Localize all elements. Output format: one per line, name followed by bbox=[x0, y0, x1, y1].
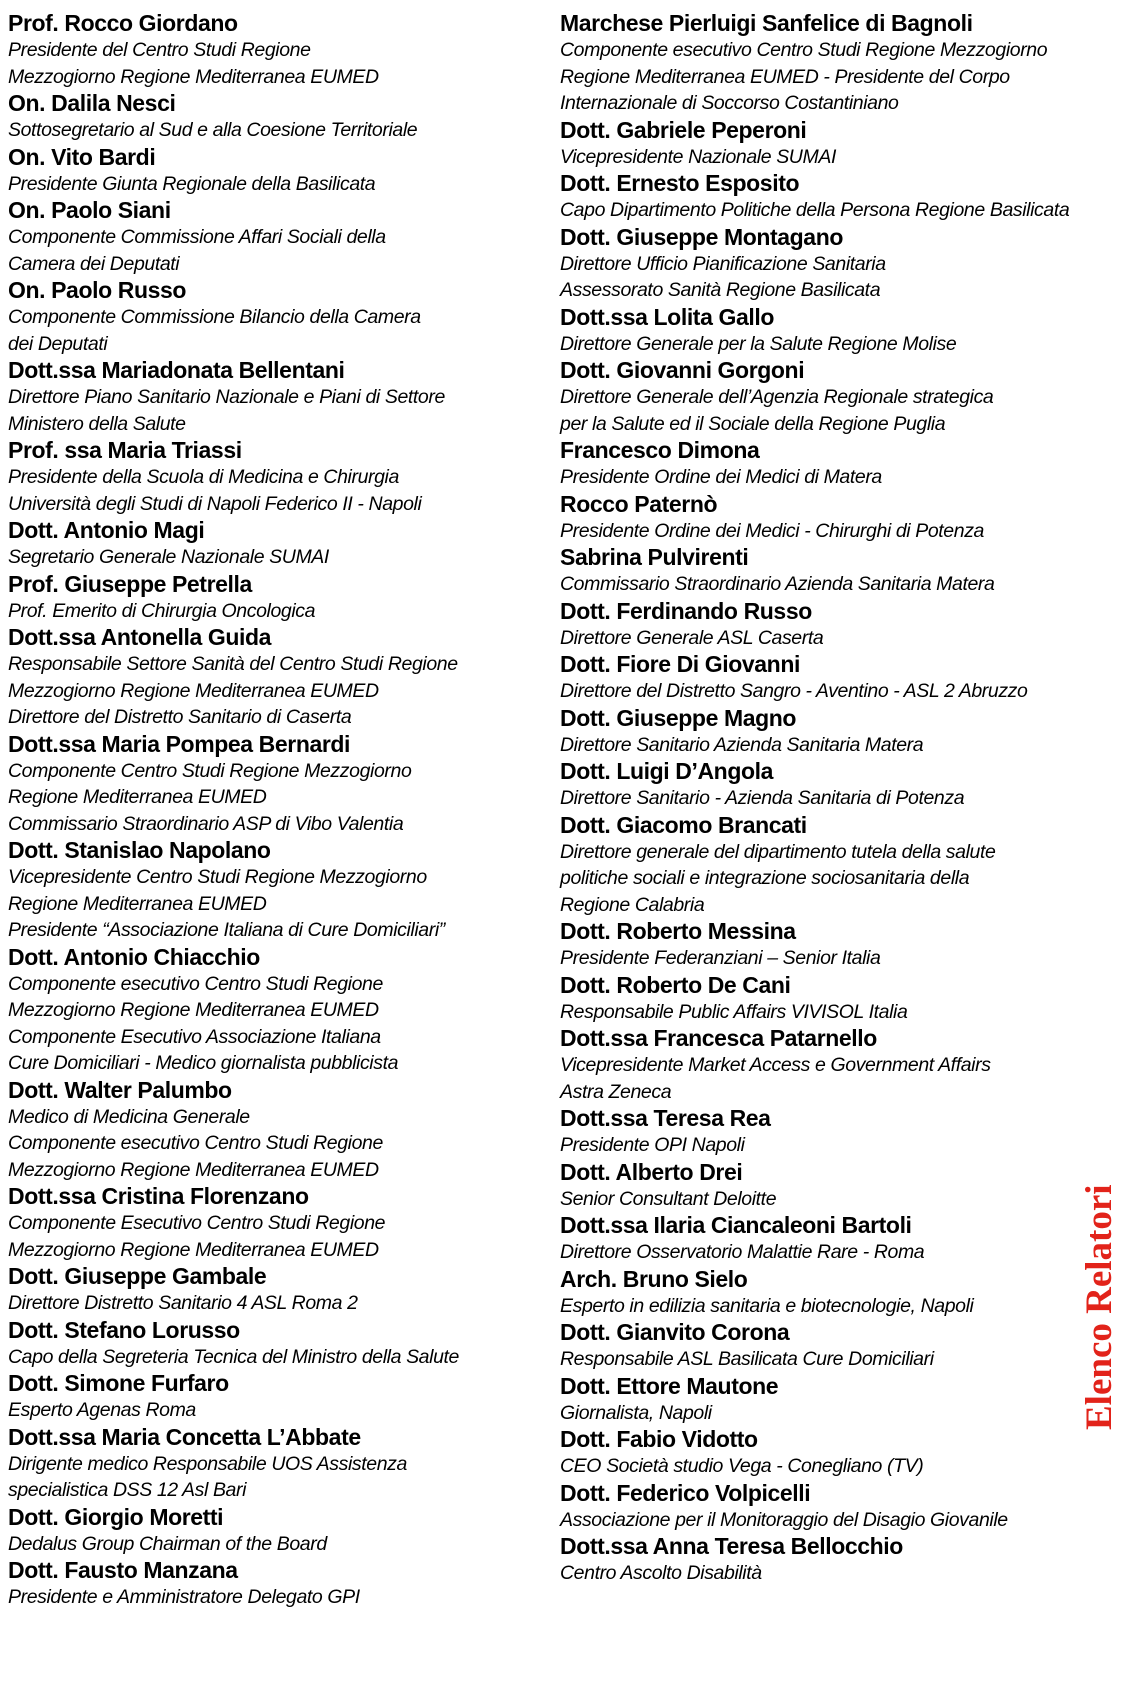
speaker-entry bbox=[8, 1317, 548, 1371]
speaker-name: Dott. Fausto Manzana bbox=[8, 1557, 238, 1583]
speaker-name: Dott. Antonio Magi bbox=[8, 517, 205, 543]
speaker-role-line: Ministero della Salute bbox=[8, 412, 186, 435]
speaker-name: Dott. Stanislao Napolano bbox=[8, 837, 271, 863]
speaker-role-line: Componente Centro Studi Regione Mezzogiorno bbox=[8, 759, 412, 782]
speaker-role bbox=[8, 651, 548, 731]
speaker-role-line: Direttore Osservatorio Malattie Rare - Roma bbox=[560, 1241, 925, 1263]
speaker-role-line: Componente Commissione Affari Sociali della bbox=[8, 226, 386, 248]
speakers-column-right bbox=[560, 10, 1080, 1587]
speaker-entry bbox=[560, 812, 1080, 919]
speaker-name: Dott.ssa Anna Teresa Bellocchio bbox=[560, 1533, 903, 1559]
speaker-role bbox=[560, 1507, 1080, 1534]
speaker-entry bbox=[560, 651, 1080, 705]
speaker-role bbox=[8, 544, 548, 571]
speaker-role-line: Presidente “Associazione Italiana di Cure Domiciliari” bbox=[8, 919, 445, 941]
speaker-role bbox=[8, 37, 548, 90]
speaker-name: On. Vito Bardi bbox=[8, 143, 156, 170]
speaker-role-line: Direttore Sanitario Azienda Sanitaria Matera bbox=[560, 733, 924, 756]
speaker-role-line: Direttore Ufficio Pianificazione Sanitaria bbox=[560, 252, 886, 275]
speaker-role-line: Dirigente medico Responsabile UOS Assistenza bbox=[8, 1452, 407, 1475]
speaker-entry bbox=[8, 731, 548, 838]
speaker-entry bbox=[8, 624, 548, 731]
speaker-role-line: Regione Mediterranea EUMED bbox=[8, 786, 267, 808]
speaker-role-line: Presidente della Scuola di Medicina e Chirurgia bbox=[8, 466, 399, 488]
speaker-entry bbox=[560, 1373, 1080, 1427]
speaker-role bbox=[560, 197, 1080, 224]
speaker-role bbox=[8, 1104, 548, 1184]
speaker-role-line: Mezzogiorno Regione Mediterranea EUMED bbox=[8, 1158, 379, 1181]
speaker-name: Dott. Fabio Vidotto bbox=[560, 1426, 758, 1452]
speaker-name: Dott. Walter Palumbo bbox=[8, 1076, 232, 1103]
speaker-role-line: Direttore del Distretto Sanitario di Caserta bbox=[8, 706, 352, 728]
speaker-name: Dott. Simone Furfaro bbox=[8, 1370, 229, 1396]
speaker-role bbox=[8, 117, 548, 144]
speaker-role-line: Dedalus Group Chairman of the Board bbox=[8, 1532, 327, 1555]
speaker-name: Dott. Federico Volpicelli bbox=[560, 1479, 811, 1506]
speaker-role-line: Direttore Distretto Sanitario 4 ASL Roma 2 bbox=[8, 1292, 358, 1314]
speaker-name: Dott. Fiore Di Giovanni bbox=[560, 651, 800, 677]
speaker-role-line: Associazione per il Monitoraggio del Disagio Giovanile bbox=[560, 1508, 1008, 1531]
speaker-role bbox=[560, 464, 1080, 491]
speaker-role bbox=[8, 304, 548, 357]
speaker-role-line: Giornalista, Napoli bbox=[560, 1401, 712, 1424]
speaker-name: Dott.ssa Maria Concetta L’Abbate bbox=[8, 1423, 361, 1450]
speaker-name: Dott. Ernesto Esposito bbox=[560, 170, 800, 196]
speaker-name: Prof. Rocco Giordano bbox=[8, 10, 238, 36]
speaker-entry bbox=[560, 758, 1080, 812]
speaker-role bbox=[8, 1210, 548, 1263]
speaker-role-line: Università degli Studi di Napoli Federico II - Napoli bbox=[8, 492, 422, 515]
speaker-entry bbox=[8, 10, 548, 90]
speaker-entry bbox=[8, 357, 548, 437]
speaker-name: Dott.ssa Mariadonata Bellentani bbox=[8, 357, 345, 383]
speaker-role bbox=[560, 1453, 1080, 1480]
speaker-role bbox=[560, 251, 1080, 304]
speaker-role-line: Mezzogiorno Regione Mediterranea EUMED bbox=[8, 679, 379, 702]
speaker-role-line: Direttore del Distretto Sangro - Aventino - ASL 2 Abruzzo bbox=[560, 680, 1028, 702]
speaker-role-line: Segretario Generale Nazionale SUMAI bbox=[8, 546, 329, 568]
speaker-name: Dott. Stefano Lorusso bbox=[8, 1316, 240, 1343]
speaker-role-line: Capo della Segreteria Tecnica del Ministro della Salute bbox=[8, 1345, 459, 1368]
speaker-role-line: Responsabile Settore Sanità del Centro Studi Regione bbox=[8, 653, 458, 675]
speaker-role-line: Componente Esecutivo Centro Studi Regione bbox=[8, 1212, 386, 1234]
speaker-role bbox=[8, 1397, 548, 1424]
speaker-entry bbox=[8, 1557, 548, 1611]
speaker-entry bbox=[560, 1480, 1080, 1534]
speaker-name: Dott. Antonio Chiacchio bbox=[8, 943, 260, 970]
speaker-name: Prof. ssa Maria Triassi bbox=[8, 437, 242, 463]
speaker-role-line: Presidente Ordine dei Medici - Chirurghi di Potenza bbox=[560, 519, 984, 542]
speaker-entry bbox=[8, 1424, 548, 1504]
speaker-entry bbox=[8, 1183, 548, 1263]
speaker-role-line: Esperto Agenas Roma bbox=[8, 1399, 196, 1421]
side-title: Elenco Relatori bbox=[1079, 1184, 1120, 1430]
speaker-role-line: Direttore Generale ASL Caserta bbox=[560, 626, 824, 649]
speaker-role-line: Vicepresidente Nazionale SUMAI bbox=[560, 145, 836, 168]
speaker-role bbox=[560, 1560, 1080, 1587]
speaker-role-line: Presidente OPI Napoli bbox=[560, 1134, 745, 1156]
speaker-name: Dott. Giacomo Brancati bbox=[560, 811, 807, 838]
speaker-role bbox=[560, 625, 1080, 652]
speaker-name: Marchese Pierluigi Sanfelice di Bagnoli bbox=[560, 10, 973, 36]
speaker-role-line: Regione Calabria bbox=[560, 893, 705, 916]
speaker-entry bbox=[8, 277, 548, 357]
speaker-role-line: Componente esecutivo Centro Studi Regione Mezzogiorno bbox=[560, 39, 1048, 61]
speaker-entry bbox=[8, 1077, 548, 1184]
speaker-entry bbox=[560, 1025, 1080, 1105]
speakers-column-left bbox=[8, 10, 548, 1611]
speaker-name: Rocco Paternò bbox=[560, 490, 718, 517]
speaker-entry bbox=[8, 1504, 548, 1558]
speaker-role bbox=[8, 1290, 548, 1317]
speaker-entry bbox=[560, 10, 1080, 117]
speaker-entry bbox=[8, 144, 548, 198]
speaker-role-line: Direttore Generale dell’Agenzia Regionale strategica bbox=[560, 386, 994, 408]
speaker-role-line: per la Salute ed il Sociale della Regione Puglia bbox=[560, 412, 946, 435]
speaker-name: Dott. Alberto Drei bbox=[560, 1158, 743, 1185]
speaker-name: Dott.ssa Cristina Florenzano bbox=[8, 1183, 309, 1209]
speaker-name: Dott. Gianvito Corona bbox=[560, 1319, 790, 1345]
speaker-role-line: politiche sociali e integrazione sociosanitaria della bbox=[560, 867, 970, 889]
speaker-entry bbox=[8, 837, 548, 944]
speaker-name: Dott.ssa Antonella Guida bbox=[8, 624, 272, 650]
speaker-role bbox=[560, 1052, 1080, 1105]
speaker-role-line: Presidente Federanziani – Senior Italia bbox=[560, 947, 881, 969]
speaker-role bbox=[8, 864, 548, 944]
speaker-name: Dott. Giorgio Moretti bbox=[8, 1503, 224, 1530]
speaker-name: Dott. Gabriele Peperoni bbox=[560, 116, 807, 143]
speaker-role-line: Centro Ascolto Disabilità bbox=[560, 1562, 762, 1584]
speaker-name: Dott. Roberto Messina bbox=[560, 918, 796, 944]
speaker-role-line: Direttore Sanitario - Azienda Sanitaria di Potenza bbox=[560, 787, 965, 809]
speaker-name: Dott. Giovanni Gorgoni bbox=[560, 357, 805, 383]
speaker-name: Dott.ssa Lolita Gallo bbox=[560, 303, 774, 330]
speaker-name: Dott. Giuseppe Montagano bbox=[560, 223, 843, 250]
speaker-role-line: Vicepresidente Market Access e Government Affairs bbox=[560, 1054, 991, 1076]
speaker-name: Dott. Giuseppe Gambale bbox=[8, 1263, 267, 1289]
speaker-name: Dott.ssa Ilaria Ciancaleoni Bartoli bbox=[560, 1212, 912, 1238]
speaker-name: Dott. Ferdinando Russo bbox=[560, 597, 812, 624]
speaker-entry bbox=[560, 224, 1080, 304]
speaker-entry bbox=[560, 1105, 1080, 1159]
speaker-role-line: Medico di Medicina Generale bbox=[8, 1105, 250, 1128]
speaker-role bbox=[560, 999, 1080, 1026]
speaker-entry bbox=[560, 1159, 1080, 1213]
speaker-role-line: Componente esecutivo Centro Studi Regione bbox=[8, 1132, 383, 1154]
speaker-role-line: Cure Domiciliari - Medico giornalista pubblicista bbox=[8, 1052, 399, 1074]
speaker-entry bbox=[560, 1426, 1080, 1480]
speaker-entry bbox=[560, 918, 1080, 972]
speaker-entry bbox=[8, 437, 548, 517]
speaker-role bbox=[560, 1132, 1080, 1159]
speaker-name: Dott.ssa Francesca Patarnello bbox=[560, 1025, 877, 1051]
speaker-role bbox=[560, 785, 1080, 812]
speaker-name: On. Paolo Siani bbox=[8, 197, 171, 223]
speaker-role-line: Prof. Emerito di Chirurgia Oncologica bbox=[8, 599, 316, 622]
speaker-role bbox=[8, 1344, 548, 1371]
speaker-role bbox=[8, 384, 548, 437]
speaker-role-line: Responsabile Public Affairs VIVISOL Italia bbox=[560, 1000, 908, 1023]
speaker-role-line: Componente Commissione Bilancio della Camera bbox=[8, 306, 421, 328]
speaker-role-line: Mezzogiorno Regione Mediterranea EUMED bbox=[8, 999, 379, 1021]
speaker-entry bbox=[560, 598, 1080, 652]
speaker-role-line: Capo Dipartimento Politiche della Persona Regione Basilicata bbox=[560, 199, 1070, 221]
speaker-role-line: Commissario Straordinario Azienda Sanitaria Matera bbox=[560, 573, 995, 595]
speaker-role-line: Direttore generale del dipartimento tutela della salute bbox=[560, 840, 996, 863]
speaker-role bbox=[560, 331, 1080, 358]
speaker-role bbox=[560, 1293, 1080, 1320]
speaker-role bbox=[8, 171, 548, 198]
speaker-role bbox=[560, 1239, 1080, 1266]
speaker-entry bbox=[560, 1212, 1080, 1266]
speaker-role bbox=[560, 839, 1080, 919]
speaker-entry bbox=[8, 571, 548, 625]
speaker-entry bbox=[560, 437, 1080, 491]
speaker-role bbox=[560, 678, 1080, 705]
speaker-entry bbox=[560, 304, 1080, 358]
speaker-role-line: Regione Mediterranea EUMED bbox=[8, 892, 267, 915]
speaker-name: Dott.ssa Maria Pompea Bernardi bbox=[8, 730, 351, 757]
speaker-role-line: Presidente del Centro Studi Regione bbox=[8, 39, 311, 61]
speaker-entry bbox=[560, 357, 1080, 437]
speaker-entry bbox=[560, 1266, 1080, 1320]
speaker-name: Arch. Bruno Sielo bbox=[560, 1265, 748, 1292]
speaker-name: Francesco Dimona bbox=[560, 437, 760, 463]
speaker-entry bbox=[8, 1263, 548, 1317]
speaker-role-line: specialistica DSS 12 Asl Bari bbox=[8, 1479, 247, 1501]
speaker-role-line: Componente Esecutivo Associazione Italiana bbox=[8, 1025, 381, 1048]
speaker-entry bbox=[560, 544, 1080, 598]
speaker-role bbox=[560, 518, 1080, 545]
speaker-role-line: Direttore Generale per la Salute Regione Molise bbox=[560, 332, 957, 355]
speaker-role-line: Presidente Giunta Regionale della Basilicata bbox=[8, 172, 376, 195]
speaker-name: Dott. Roberto De Cani bbox=[560, 971, 791, 998]
speaker-role bbox=[560, 37, 1080, 117]
speaker-name: Dott.ssa Teresa Rea bbox=[560, 1105, 771, 1131]
speaker-role bbox=[8, 598, 548, 625]
speaker-role bbox=[8, 758, 548, 838]
speaker-entry bbox=[560, 117, 1080, 171]
speaker-role-line: Astra Zeneca bbox=[560, 1080, 672, 1103]
speaker-role bbox=[560, 384, 1080, 437]
speaker-role-line: Mezzogiorno Regione Mediterranea EUMED bbox=[8, 1238, 379, 1261]
speaker-name: Dott. Ettore Mautone bbox=[560, 1372, 779, 1399]
speaker-role bbox=[8, 971, 548, 1077]
speaker-role-line: Camera dei Deputati bbox=[8, 252, 180, 275]
speaker-entry bbox=[560, 1319, 1080, 1373]
speaker-role-line: Sottosegretario al Sud e alla Coesione Territoriale bbox=[8, 119, 418, 141]
speaker-entry bbox=[560, 705, 1080, 759]
speaker-name: On. Dalila Nesci bbox=[8, 90, 176, 116]
speaker-role-line: Esperto in edilizia sanitaria e biotecnologie, Napoli bbox=[560, 1294, 974, 1317]
speaker-entry bbox=[8, 90, 548, 144]
speaker-role-line: Vicepresidente Centro Studi Regione Mezzogiorno bbox=[8, 866, 427, 888]
speaker-role-line: Presidente e Amministratore Delegato GPI bbox=[8, 1586, 360, 1608]
speaker-name: Sabrina Pulvirenti bbox=[560, 544, 749, 570]
speaker-role-line: Senior Consultant Deloitte bbox=[560, 1187, 777, 1210]
speaker-role-line: Responsabile ASL Basilicata Cure Domiciliari bbox=[560, 1348, 934, 1370]
speaker-entry bbox=[560, 972, 1080, 1026]
speaker-role-line: Direttore Piano Sanitario Nazionale e Piani di Settore bbox=[8, 386, 445, 408]
speaker-entry bbox=[560, 491, 1080, 545]
speaker-name: Dott. Giuseppe Magno bbox=[560, 704, 797, 731]
speaker-role-line: Commissario Straordinario ASP di Vibo Valentia bbox=[8, 812, 404, 835]
speaker-name: On. Paolo Russo bbox=[8, 277, 187, 303]
speaker-role bbox=[8, 1451, 548, 1504]
speaker-role-line: Internazionale di Soccorso Costantiniano bbox=[560, 92, 899, 114]
speaker-entry bbox=[560, 1533, 1080, 1587]
speaker-role bbox=[560, 1346, 1080, 1373]
speaker-role bbox=[8, 1584, 548, 1611]
speaker-role bbox=[560, 571, 1080, 598]
speaker-role-line: Regione Mediterranea EUMED - Presidente del Corpo bbox=[560, 65, 1010, 88]
speaker-role bbox=[560, 1400, 1080, 1427]
speaker-name: Prof. Giuseppe Petrella bbox=[8, 570, 252, 597]
speaker-entry bbox=[8, 517, 548, 571]
speaker-role bbox=[560, 732, 1080, 759]
speaker-role-line: Presidente Ordine dei Medici di Matera bbox=[560, 466, 882, 488]
speaker-role-line: Mezzogiorno Regione Mediterranea EUMED bbox=[8, 65, 379, 88]
speaker-role bbox=[8, 1531, 548, 1558]
speaker-role bbox=[560, 144, 1080, 171]
speaker-entry bbox=[8, 1370, 548, 1424]
speaker-role-line: Assessorato Sanità Regione Basilicata bbox=[560, 279, 881, 301]
speaker-role-line: CEO Società studio Vega - Conegliano (TV) bbox=[560, 1455, 924, 1477]
speaker-entry bbox=[8, 197, 548, 277]
speaker-role bbox=[8, 464, 548, 517]
speaker-role bbox=[560, 945, 1080, 972]
speaker-entry bbox=[8, 944, 548, 1077]
speaker-role-line: dei Deputati bbox=[8, 332, 108, 355]
speaker-entry bbox=[560, 170, 1080, 224]
speaker-name: Dott. Luigi D’Angola bbox=[560, 758, 774, 784]
speaker-role bbox=[8, 224, 548, 277]
speaker-role-line: Componente esecutivo Centro Studi Regione bbox=[8, 972, 383, 995]
speaker-role bbox=[560, 1186, 1080, 1213]
